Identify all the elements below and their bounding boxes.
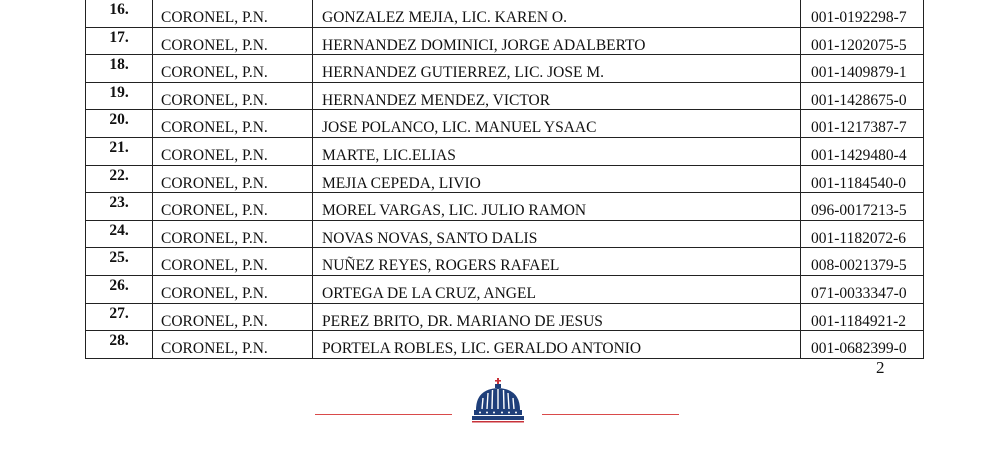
table-row (86, 275, 924, 303)
rank-cell: CORONEL, P.N. (153, 303, 313, 331)
rank-cell: CORONEL, P.N. (153, 220, 313, 248)
full-name-cell: GONZALEZ MEJIA, LIC. KAREN O. (313, 0, 801, 27)
footer-divider-right (542, 414, 679, 415)
table-row (86, 0, 924, 27)
table-row (86, 193, 924, 221)
table-row (86, 165, 924, 193)
rank-cell: CORONEL, P.N. (153, 275, 313, 303)
full-name-cell: MARTE, LIC.ELIAS (313, 137, 801, 165)
rank-cell: CORONEL, P.N. (153, 331, 313, 359)
personnel-table-body (86, 0, 924, 358)
rank-cell: CORONEL, P.N. (153, 137, 313, 165)
id-number-cell: 001-1202075-5 (801, 27, 924, 55)
row-number: 28. (86, 331, 153, 359)
id-number-cell: 001-1428675-0 (801, 82, 924, 110)
table-row (86, 110, 924, 138)
id-number-cell: 001-1429480-4 (801, 137, 924, 165)
table-row (86, 248, 924, 276)
table-row (86, 137, 924, 165)
full-name-cell: JOSE POLANCO, LIC. MANUEL YSAAC (313, 110, 801, 138)
rank-cell: CORONEL, P.N. (153, 27, 313, 55)
row-number: 21. (86, 137, 153, 165)
row-number: 20. (86, 110, 153, 138)
rank-cell: CORONEL, P.N. (153, 165, 313, 193)
full-name-cell: NUÑEZ REYES, ROGERS RAFAEL (313, 248, 801, 276)
id-number-cell: 001-0682399-0 (801, 331, 924, 359)
row-number: 18. (86, 55, 153, 83)
table-row (86, 82, 924, 110)
id-number-cell: 001-0192298-7 (801, 0, 924, 27)
table-row (86, 27, 924, 55)
row-number: 26. (86, 275, 153, 303)
table-row (86, 303, 924, 331)
row-number: 22. (86, 165, 153, 193)
full-name-cell: ORTEGA DE LA CRUZ, ANGEL (313, 275, 801, 303)
row-number: 16. (86, 0, 153, 27)
row-number: 24. (86, 220, 153, 248)
rank-cell: CORONEL, P.N. (153, 248, 313, 276)
row-number: 23. (86, 193, 153, 221)
full-name-cell: HERNANDEZ MENDEZ, VICTOR (313, 82, 801, 110)
rank-cell: CORONEL, P.N. (153, 55, 313, 83)
row-number: 25. (86, 248, 153, 276)
rank-cell: CORONEL, P.N. (153, 193, 313, 221)
id-number-cell: 001-1184921-2 (801, 303, 924, 331)
row-number: 27. (86, 303, 153, 331)
footer-divider-left (315, 414, 452, 415)
full-name-cell: NOVAS NOVAS, SANTO DALIS (313, 220, 801, 248)
full-name-cell: HERNANDEZ GUTIERREZ, LIC. JOSE M. (313, 55, 801, 83)
id-number-cell: 001-1184540-0 (801, 165, 924, 193)
table-row (86, 55, 924, 83)
table-row (86, 331, 924, 359)
row-number: 19. (86, 82, 153, 110)
full-name-cell: PORTELA ROBLES, LIC. GERALDO ANTONIO (313, 331, 801, 359)
personnel-table (85, 0, 924, 359)
page-number: 2 (876, 358, 885, 377)
rank-cell: CORONEL, P.N. (153, 0, 313, 27)
full-name-cell: MEJIA CEPEDA, LIVIO (313, 165, 801, 193)
id-number-cell: 001-1182072-6 (801, 220, 924, 248)
full-name-cell: MOREL VARGAS, LIC. JULIO RAMON (313, 193, 801, 221)
row-number: 17. (86, 27, 153, 55)
id-number-cell: 001-1409879-1 (801, 55, 924, 83)
table-row (86, 220, 924, 248)
id-number-cell: 001-1217387-7 (801, 110, 924, 138)
id-number-cell: 071-0033347-0 (801, 275, 924, 303)
full-name-cell: PEREZ BRITO, DR. MARIANO DE JESUS (313, 303, 801, 331)
id-number-cell: 096-0017213-5 (801, 193, 924, 221)
government-dome-emblem-icon (470, 378, 526, 426)
rank-cell: CORONEL, P.N. (153, 82, 313, 110)
rank-cell: CORONEL, P.N. (153, 110, 313, 138)
full-name-cell: HERNANDEZ DOMINICI, JORGE ADALBERTO (313, 27, 801, 55)
id-number-cell: 008-0021379-5 (801, 248, 924, 276)
